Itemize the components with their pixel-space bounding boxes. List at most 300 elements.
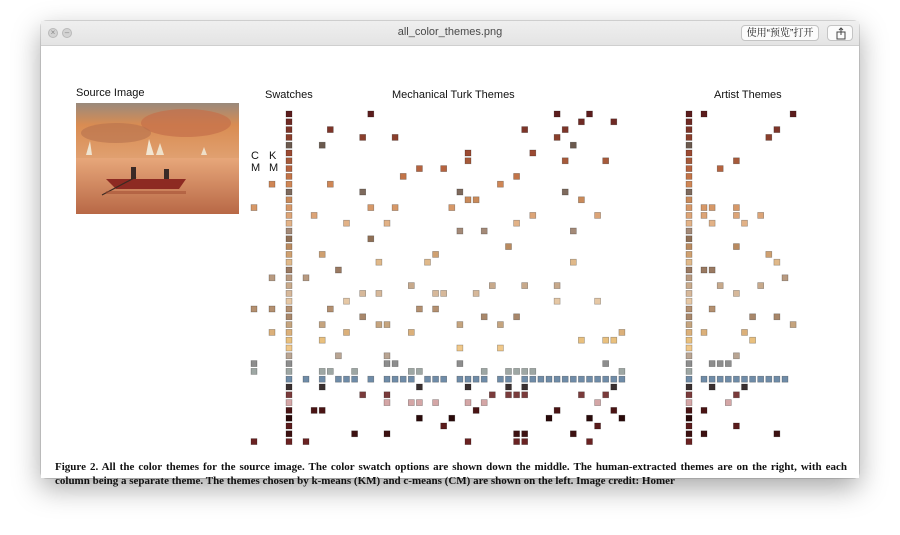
theme-swatch (709, 220, 715, 226)
theme-swatch (319, 384, 325, 390)
theme-swatch (497, 322, 503, 328)
swatch (286, 228, 292, 234)
theme-swatch (506, 368, 512, 374)
theme-swatch (750, 376, 756, 382)
swatch (686, 298, 692, 304)
theme-swatch (514, 392, 520, 398)
theme-swatch (457, 228, 463, 234)
swatch (286, 415, 292, 421)
theme-swatch (766, 134, 772, 140)
theme-swatch (522, 384, 528, 390)
theme-swatch (570, 376, 576, 382)
method-swatch (251, 306, 257, 312)
method-swatch (269, 275, 275, 281)
swatch (686, 353, 692, 359)
theme-swatch (595, 298, 601, 304)
theme-swatch (709, 306, 715, 312)
theme-swatch (514, 431, 520, 437)
swatch (286, 181, 292, 187)
swatch (286, 322, 292, 328)
theme-swatch (587, 111, 593, 117)
swatch (686, 439, 692, 445)
swatch (286, 290, 292, 296)
km-label: K M (269, 150, 279, 174)
theme-swatch (733, 423, 739, 429)
theme-swatch (733, 353, 739, 359)
theme-swatch (522, 431, 528, 437)
method-swatch (269, 306, 275, 312)
theme-swatch (506, 244, 512, 250)
theme-swatch (717, 166, 723, 172)
theme-swatch (578, 119, 584, 125)
swatch (286, 259, 292, 265)
theme-swatch (327, 306, 333, 312)
theme-swatch (619, 376, 625, 382)
swatch (286, 392, 292, 398)
theme-swatch (578, 376, 584, 382)
theme-swatch (790, 322, 796, 328)
theme-swatch (319, 337, 325, 343)
share-button[interactable] (827, 25, 853, 41)
theme-swatch (449, 205, 455, 211)
theme-swatch (465, 439, 471, 445)
minimize-icon[interactable]: – (62, 28, 72, 38)
swatch (286, 400, 292, 406)
theme-swatch (733, 290, 739, 296)
theme-swatch (562, 189, 568, 195)
swatch (286, 267, 292, 273)
swatch (686, 415, 692, 421)
theme-swatch (416, 368, 422, 374)
theme-swatch (701, 431, 707, 437)
theme-swatch (595, 400, 601, 406)
theme-swatch (457, 361, 463, 367)
theme-swatch (433, 376, 439, 382)
theme-swatch (497, 181, 503, 187)
theme-swatch (562, 376, 568, 382)
theme-swatch (611, 337, 617, 343)
swatch (286, 283, 292, 289)
theme-swatch (319, 322, 325, 328)
theme-swatch (578, 197, 584, 203)
theme-swatch (611, 376, 617, 382)
swatch (686, 314, 692, 320)
theme-swatch (384, 376, 390, 382)
theme-swatch (376, 259, 382, 265)
theme-swatch (376, 322, 382, 328)
swatch (686, 251, 692, 257)
theme-swatch (742, 376, 748, 382)
theme-swatch (701, 329, 707, 335)
swatch (286, 189, 292, 195)
theme-swatch (352, 376, 358, 382)
swatch (686, 384, 692, 390)
swatch (686, 173, 692, 179)
theme-swatch (465, 158, 471, 164)
theme-swatch (473, 376, 479, 382)
theme-swatch (457, 345, 463, 351)
theme-swatch (514, 173, 520, 179)
method-swatch (251, 368, 257, 374)
swatch (686, 400, 692, 406)
theme-swatch (709, 361, 715, 367)
theme-swatch (335, 353, 341, 359)
swatch (686, 407, 692, 413)
theme-swatch (433, 306, 439, 312)
swatch (286, 329, 292, 335)
theme-swatch (465, 384, 471, 390)
theme-swatch (344, 376, 350, 382)
swatch (286, 337, 292, 343)
theme-swatch (603, 337, 609, 343)
theme-swatch (473, 197, 479, 203)
theme-swatch (595, 376, 601, 382)
swatch (686, 158, 692, 164)
theme-swatch (587, 439, 593, 445)
theme-swatch (433, 251, 439, 257)
theme-swatch (392, 376, 398, 382)
theme-swatch (522, 127, 528, 133)
figure-caption: Figure 2. All the color themes for the source image. The color swatch options are shown down the middle. The human-extracted themes are on the right, with each column being a separate theme. The themes chosen by k-means (KM) and c-means (CM) are shown on the left. Image credit: Homer (55, 461, 847, 487)
theme-swatch (368, 236, 374, 242)
theme-swatch (530, 368, 536, 374)
theme-swatch (481, 368, 487, 374)
theme-swatch (360, 134, 366, 140)
image-content (41, 46, 859, 487)
theme-swatch (766, 251, 772, 257)
theme-swatch (384, 322, 390, 328)
theme-swatch (570, 259, 576, 265)
theme-swatch (530, 150, 536, 156)
swatch (686, 244, 692, 250)
swatch (286, 353, 292, 359)
swatch (686, 329, 692, 335)
theme-swatch (595, 212, 601, 218)
theme-swatch (303, 376, 309, 382)
swatch (286, 439, 292, 445)
theme-swatch (425, 259, 431, 265)
swatch (686, 337, 692, 343)
theme-swatch (554, 407, 560, 413)
theme-swatch (408, 400, 414, 406)
theme-swatch (725, 376, 731, 382)
swatch (686, 205, 692, 211)
theme-swatch (725, 361, 731, 367)
swatch (286, 205, 292, 211)
theme-swatch (717, 283, 723, 289)
theme-swatch (522, 368, 528, 374)
theme-swatch (457, 322, 463, 328)
theme-swatch (774, 259, 780, 265)
theme-swatch (319, 142, 325, 148)
theme-swatch (360, 290, 366, 296)
theme-swatch (408, 329, 414, 335)
theme-swatch (384, 400, 390, 406)
theme-swatch (392, 134, 398, 140)
theme-swatch (506, 392, 512, 398)
theme-swatch (352, 368, 358, 374)
swatch (686, 368, 692, 374)
theme-swatch (344, 329, 350, 335)
theme-swatch (368, 376, 374, 382)
theme-swatch (709, 384, 715, 390)
theme-swatch (335, 267, 341, 273)
theme-swatch (514, 314, 520, 320)
theme-swatch (619, 329, 625, 335)
theme-swatch (400, 376, 406, 382)
theme-swatch (530, 212, 536, 218)
artist-header: Artist Themes (714, 89, 782, 101)
theme-swatch (733, 244, 739, 250)
swatch (286, 236, 292, 242)
cm-label: C M (251, 150, 261, 174)
theme-swatch (742, 329, 748, 335)
theme-swatch (376, 290, 382, 296)
theme-swatch (303, 439, 309, 445)
theme-swatch (603, 376, 609, 382)
swatch (286, 314, 292, 320)
swatch (286, 166, 292, 172)
swatch (686, 306, 692, 312)
theme-swatch (408, 368, 414, 374)
swatch (686, 189, 692, 195)
window-title: all_color_themes.png (397, 26, 503, 38)
theme-swatch (578, 337, 584, 343)
theme-swatch (603, 361, 609, 367)
swatch (686, 119, 692, 125)
theme-swatch (554, 283, 560, 289)
theme-swatch (384, 361, 390, 367)
theme-swatch (319, 407, 325, 413)
swatch (286, 306, 292, 312)
theme-swatch (701, 267, 707, 273)
swatch (686, 431, 692, 437)
swatch (286, 158, 292, 164)
theme-swatch (758, 376, 764, 382)
theme-swatch (481, 314, 487, 320)
theme-swatch (465, 376, 471, 382)
swatch (686, 376, 692, 382)
theme-swatch (554, 376, 560, 382)
swatch (286, 345, 292, 351)
theme-swatch (327, 368, 333, 374)
swatch (686, 392, 692, 398)
source-image-header: Source Image (76, 87, 145, 99)
theme-swatch (742, 220, 748, 226)
swatch (286, 431, 292, 437)
theme-swatch (497, 376, 503, 382)
theme-swatch (441, 376, 447, 382)
theme-swatch (481, 376, 487, 382)
theme-swatch (392, 361, 398, 367)
theme-swatch (408, 376, 414, 382)
swatch (286, 134, 292, 140)
theme-swatch (473, 290, 479, 296)
theme-swatch (441, 423, 447, 429)
theme-swatch (368, 111, 374, 117)
swatch (286, 275, 292, 281)
theme-swatch (352, 431, 358, 437)
theme-swatch (611, 407, 617, 413)
theme-swatch (319, 368, 325, 374)
share-icon (828, 26, 854, 42)
theme-swatch (562, 127, 568, 133)
theme-swatch (416, 400, 422, 406)
theme-swatch (344, 298, 350, 304)
swatch (286, 119, 292, 125)
theme-swatch (522, 283, 528, 289)
theme-swatch (611, 384, 617, 390)
swatch (686, 166, 692, 172)
theme-swatch (709, 205, 715, 211)
method-swatch (251, 205, 257, 211)
theme-swatch (441, 290, 447, 296)
swatch (686, 259, 692, 265)
swatch (286, 142, 292, 148)
theme-swatch (774, 127, 780, 133)
theme-swatch (457, 189, 463, 195)
theme-swatch (473, 407, 479, 413)
theme-swatch (750, 314, 756, 320)
method-swatch (251, 361, 257, 367)
swatch (286, 251, 292, 257)
theme-swatch (522, 439, 528, 445)
theme-swatch (392, 205, 398, 211)
swatch (286, 407, 292, 413)
swatch (686, 212, 692, 218)
theme-swatch (465, 400, 471, 406)
title-bar (41, 21, 859, 46)
swatch (686, 322, 692, 328)
swatch (286, 111, 292, 117)
theme-swatch (441, 166, 447, 172)
swatch (686, 423, 692, 429)
theme-swatch (587, 415, 593, 421)
theme-swatch (506, 384, 512, 390)
theme-swatch (311, 212, 317, 218)
theme-swatch (709, 376, 715, 382)
theme-swatch (701, 212, 707, 218)
theme-swatch (360, 392, 366, 398)
theme-swatch (603, 392, 609, 398)
theme-swatch (433, 290, 439, 296)
theme-swatch (717, 376, 723, 382)
theme-swatch (360, 314, 366, 320)
theme-swatch (554, 298, 560, 304)
swatch (686, 236, 692, 242)
theme-swatch (758, 212, 764, 218)
theme-swatch (562, 158, 568, 164)
theme-swatch (303, 275, 309, 281)
swatch (286, 384, 292, 390)
theme-swatch (742, 384, 748, 390)
theme-swatch (701, 407, 707, 413)
theme-swatch (514, 439, 520, 445)
swatch (686, 345, 692, 351)
theme-swatch (554, 134, 560, 140)
swatch (686, 181, 692, 187)
theme-swatch (360, 189, 366, 195)
swatch (286, 212, 292, 218)
theme-swatch (465, 150, 471, 156)
theme-swatch (384, 431, 390, 437)
theme-swatch (546, 376, 552, 382)
theme-swatch (733, 158, 739, 164)
swatch (286, 368, 292, 374)
theme-swatch (522, 376, 528, 382)
mturk-header: Mechanical Turk Themes (392, 89, 515, 101)
theme-swatch (319, 376, 325, 382)
theme-swatch (701, 111, 707, 117)
method-swatch (269, 329, 275, 335)
theme-swatch (416, 306, 422, 312)
theme-swatch (725, 400, 731, 406)
theme-swatch (774, 314, 780, 320)
swatch (286, 376, 292, 382)
swatch (686, 267, 692, 273)
theme-swatch (327, 127, 333, 133)
swatch (686, 127, 692, 133)
theme-swatch (311, 407, 317, 413)
theme-swatch (384, 220, 390, 226)
close-icon[interactable]: × (48, 28, 58, 38)
theme-swatch (425, 376, 431, 382)
theme-swatch (595, 423, 601, 429)
swatch (686, 228, 692, 234)
theme-swatch (554, 111, 560, 117)
theme-swatch (701, 376, 707, 382)
theme-swatch (465, 197, 471, 203)
theme-swatch (570, 431, 576, 437)
theme-swatch (717, 361, 723, 367)
theme-swatch (489, 392, 495, 398)
theme-swatch (433, 400, 439, 406)
theme-swatch (368, 205, 374, 211)
theme-swatch (733, 392, 739, 398)
theme-swatch (619, 368, 625, 374)
theme-swatch (335, 376, 341, 382)
theme-swatch (774, 431, 780, 437)
theme-swatch (603, 158, 609, 164)
swatch (686, 220, 692, 226)
theme-swatch (416, 166, 422, 172)
swatch (286, 173, 292, 179)
theme-swatch (416, 415, 422, 421)
swatch (286, 423, 292, 429)
swatch (686, 134, 692, 140)
theme-swatch (497, 345, 503, 351)
theme-swatch (481, 400, 487, 406)
swatch (286, 127, 292, 133)
theme-swatch (384, 392, 390, 398)
method-swatch (251, 439, 257, 445)
color-themes-grid (41, 46, 859, 446)
theme-swatch (530, 376, 536, 382)
theme-swatch (750, 337, 756, 343)
theme-swatch (701, 205, 707, 211)
theme-swatch (619, 415, 625, 421)
theme-swatch (416, 384, 422, 390)
open-with-preview-button[interactable]: 使用“预览”打开 (741, 25, 819, 41)
swatch (686, 275, 692, 281)
theme-swatch (522, 392, 528, 398)
theme-swatch (489, 283, 495, 289)
theme-swatch (790, 111, 796, 117)
theme-swatch (774, 376, 780, 382)
theme-swatch (384, 353, 390, 359)
swatch (686, 142, 692, 148)
theme-swatch (344, 220, 350, 226)
